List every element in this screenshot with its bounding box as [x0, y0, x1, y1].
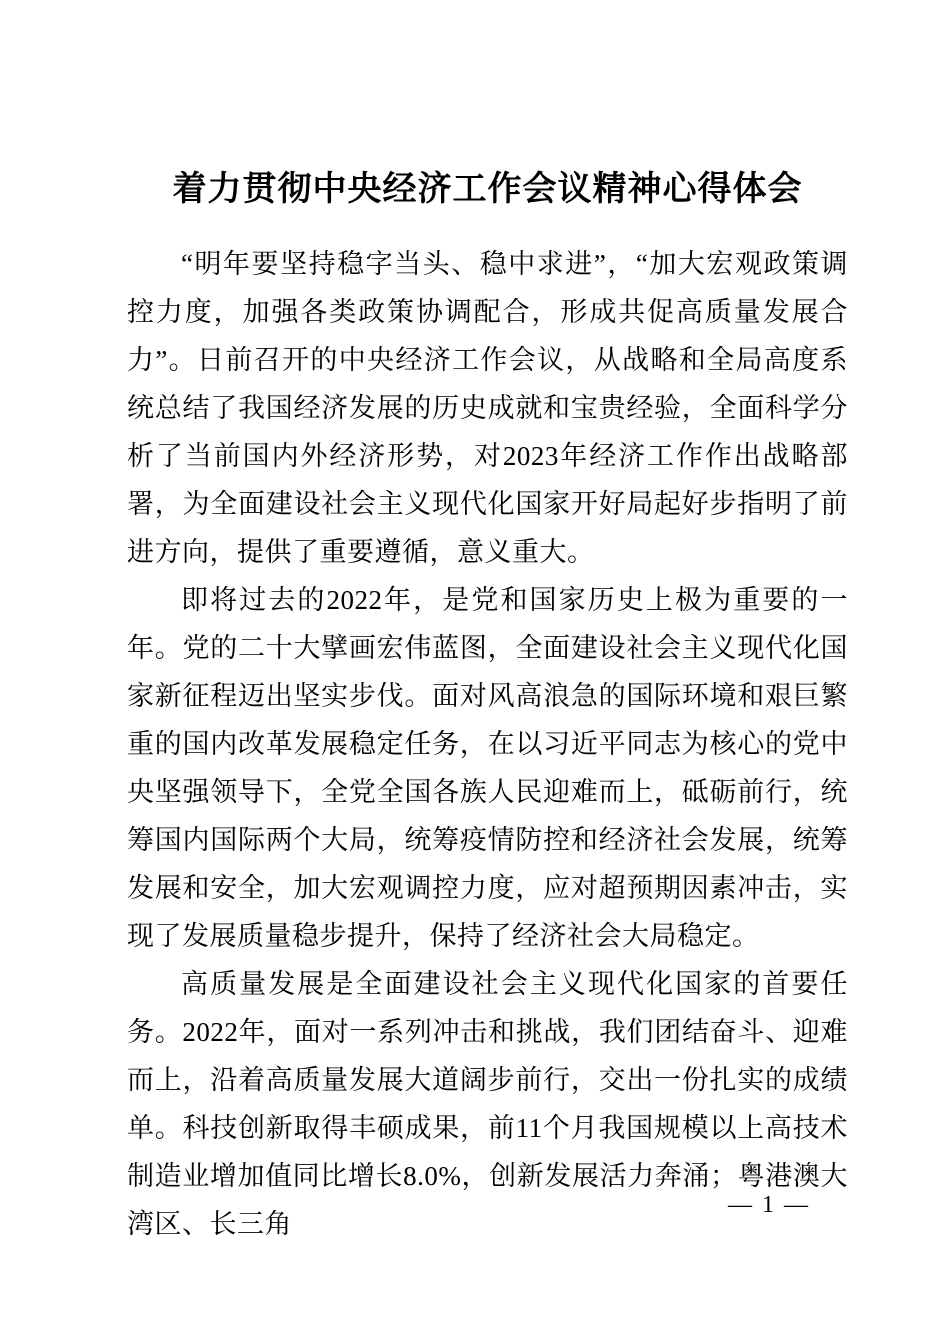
document-title: 着力贯彻中央经济工作会议精神心得体会	[172, 171, 803, 208]
paragraph-2: 即将过去的2022年，是党和国家历史上极为重要的一年。党的二十大擘画宏伟蓝图，全面建设社会主义现代化国家新征程迈出坚实步伐。面对风高浪急的国际环境和艰巨繁重的国内改革发展稳定任务，在以习近平同志为核心的党中央坚强领导下，全党全国各族人民迎难而上，砥砺前行，统筹国内国际两个大局，统筹疫情防控和经济社会发展，统筹发展和安全，加大宏观调控力度，应对超预期因素冲击，实现了发展质量稳步提升，保持了经济社会大局稳定。	[127, 585, 848, 952]
page-number: — 1 —	[728, 1192, 810, 1218]
paragraph-3: 高质量发展是全面建设社会主义现代化国家的首要任务。2022年，面对一系列冲击和挑战，我们团结奋斗、迎难而上，沿着高质量发展大道阔步前行，交出一份扎实的成绩单。科技创新取得丰硕成果，前11个月我国规模以上高技术制造业增加值同比增长8.0%，创新发展活力奔涌；粤港澳大湾区、长三角	[127, 969, 848, 1240]
paragraph-1: “明年要坚持稳字当头、稳中求进”，“加大宏观政策调控力度，加强各类政策协调配合，形成共促高质量发展合力”。日前召开的中央经济工作会议，从战略和全局高度系统总结了我国经济发展的历史成就和宝贵经验，全面科学分析了当前国内外经济形势，对2023年经济工作作出战略部署，为全面建设社会主义现代化国家开好局起好步指明了前进方向，提供了重要遵循，意义重大。	[127, 249, 848, 568]
